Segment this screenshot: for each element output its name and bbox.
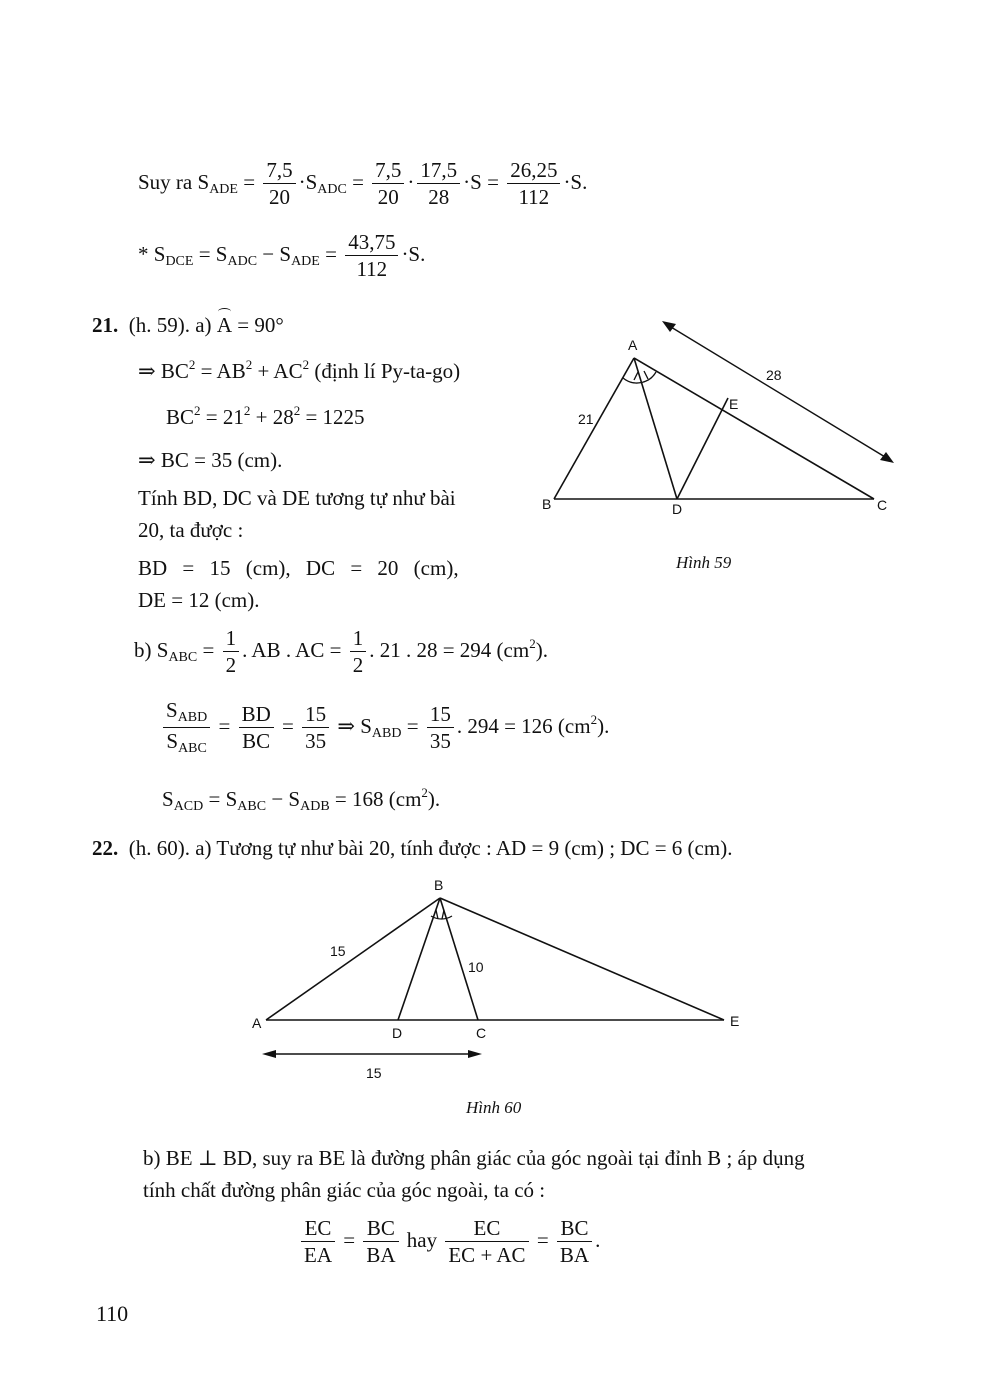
figure-59 bbox=[530, 310, 910, 580]
length-ac-15: 15 bbox=[366, 1065, 382, 1081]
page-number: 110 bbox=[96, 1301, 129, 1326]
bd-dc-values: BD = 15 (cm), DC = 20 (cm), bbox=[138, 556, 459, 580]
caption-hinh-59: Hình 59 bbox=[676, 553, 732, 572]
label-e: E bbox=[730, 1013, 740, 1029]
figure-60 bbox=[240, 872, 760, 1092]
text-ta-duoc: 20, ta được : bbox=[138, 518, 244, 542]
dimension-arrow-28 bbox=[666, 324, 890, 460]
label-e: E bbox=[729, 396, 739, 412]
label-d: D bbox=[672, 501, 683, 517]
caption-hinh-60: Hình 60 bbox=[466, 1098, 522, 1117]
equation-s-dce: * $S_{DCE} = S_{ADC} - S_{ADE}$ = $\frac{43,75}{112}$ ·S. bbox=[138, 230, 426, 281]
paragraph-b-line1: b) BE ⊥ BD, suy ra BE là đường phân giác của góc ngoài tại đỉnh B ; áp dụng bbox=[143, 1146, 805, 1170]
label-d: D bbox=[392, 1025, 403, 1041]
problem-number-21: 21. bbox=[92, 313, 119, 337]
label-a: A bbox=[252, 1015, 262, 1031]
equation-s-ade: Suy ra $S_{ADE}$ = $\frac{7,5}{20}$ $\cdot S_{ADC}$ = $\frac{7,5}{20}$ · $\frac{17,5}{28}$ ·S = $\frac{26,25}{112}$ ·S. bbox=[138, 158, 588, 209]
arrowhead-bottom bbox=[880, 452, 894, 463]
problem-number-22: 22. bbox=[92, 836, 119, 860]
bc-squared-line: $BC^2 = 21^2 + 28^2 = 1225$ bbox=[166, 403, 365, 429]
problem-22-heading: 22. (h. 60). a) Tương tự như bài 20, tính được : AD = 9 (cm) ; DC = 6 (cm). bbox=[92, 836, 733, 860]
label-b: B bbox=[542, 496, 552, 512]
length-ab-15: 15 bbox=[330, 943, 346, 959]
side-ab bbox=[266, 898, 440, 1020]
label-c: C bbox=[476, 1025, 487, 1041]
label-c: C bbox=[877, 497, 888, 513]
angle-tick-1 bbox=[634, 372, 638, 380]
text-tinh-bd: Tính BD, DC và DE tương tự như bài bbox=[138, 486, 456, 510]
pythagoras-line: ⇒ $BC^2 = AB^2 + AC^2$ (định lí Py-ta-go) bbox=[138, 357, 461, 383]
arrowhead-right bbox=[468, 1050, 482, 1058]
area-abc-line: b) $S_{ABC}$ = $\frac{1}{2}$ . AB . AC = $\frac{1}{2}$ . 21 . 28 = 294 $(cm^2)$. bbox=[134, 626, 548, 677]
segment-bd bbox=[398, 898, 440, 1020]
length-28: 28 bbox=[766, 367, 782, 383]
side-ab bbox=[554, 358, 634, 499]
angle-tick-2 bbox=[644, 371, 648, 379]
length-bc-10: 10 bbox=[468, 959, 484, 975]
paragraph-b-line2: tính chất đường phân giác của góc ngoài, ta có : bbox=[143, 1178, 546, 1202]
angle-a-symbol: A bbox=[216, 313, 232, 337]
label-a: A bbox=[628, 337, 638, 353]
de-value: DE = 12 (cm). bbox=[138, 588, 260, 612]
arrowhead-top bbox=[662, 321, 676, 332]
length-21: 21 bbox=[578, 411, 594, 427]
label-b: B bbox=[434, 877, 444, 893]
ratio-abd-line: $S_{ABD}$ $S_{ABC}$ = $\frac{BD}{BC}$ = $\frac{15}{35}$ ⇒ $S_{ABD}$ = $\frac{15}{35}$ . 294 = 126 $(cm^2)$. bbox=[160, 700, 609, 756]
segment-de bbox=[677, 398, 728, 499]
problem-21-heading: 21. (h. 59). a) A = 90° bbox=[92, 313, 284, 337]
bc-result: ⇒ BC = 35 (cm). bbox=[138, 448, 283, 472]
arrowhead-left bbox=[262, 1050, 276, 1058]
text-suy-ra: Suy ra bbox=[138, 169, 193, 194]
area-acd-line: $S_{ACD} = S_{ABC} - S_{ADB} = 168$ $(cm^2)$. bbox=[162, 785, 441, 814]
angle-tick-2 bbox=[442, 910, 444, 919]
bisector-ratio-equation: $\frac{EC}{EA}$ = $\frac{BC}{BA}$ hay $\frac{EC}{EC + AC}$ = $\frac{BC}{BA}$ . bbox=[298, 1218, 600, 1266]
